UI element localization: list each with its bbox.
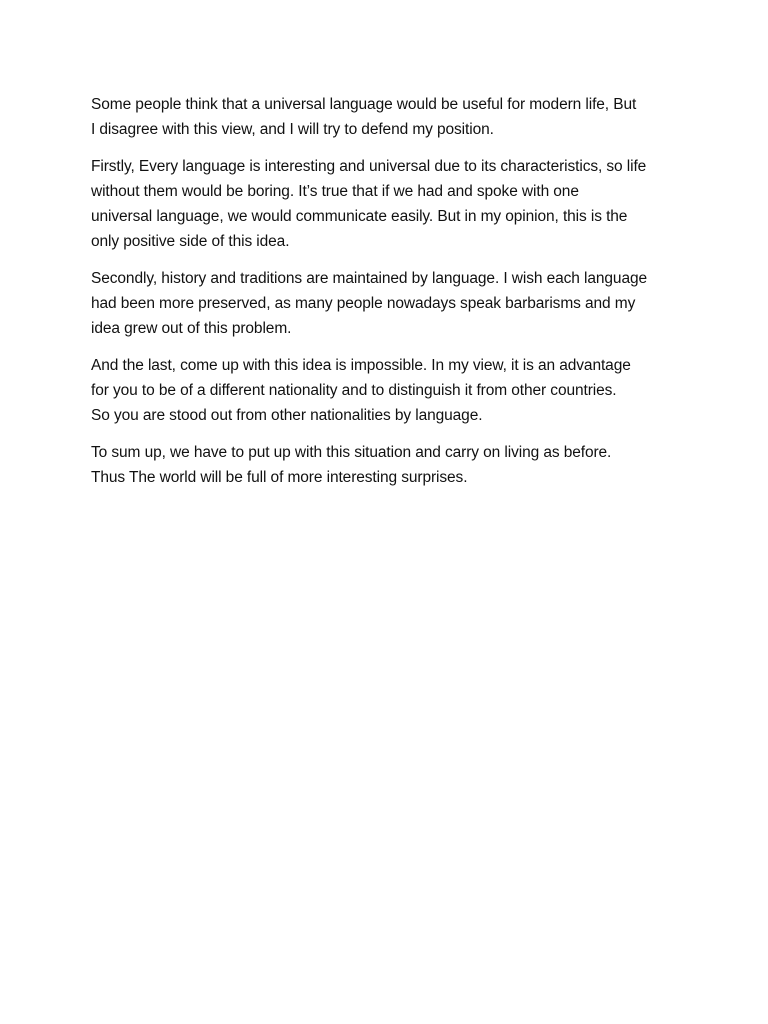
paragraph-line: had been more preserved, as many people nowadays speak barbarisms and my bbox=[91, 295, 636, 312]
paragraph-lastly bbox=[91, 353, 681, 428]
paragraph-line: idea grew out of this problem. bbox=[91, 320, 292, 337]
paragraph-line: for you to be of a different nationality and to distinguish it from other countries. bbox=[91, 382, 617, 399]
paragraph-line: To sum up, we have to put up with this situation and carry on living as before. bbox=[91, 444, 612, 461]
essay-body bbox=[91, 92, 681, 502]
paragraph-secondly bbox=[91, 266, 681, 341]
paragraph-line: Secondly, history and traditions are maintained by language. I wish each language bbox=[91, 270, 648, 287]
paragraph-line: without them would be boring. It’s true that if we had and spoke with one bbox=[91, 183, 579, 200]
paragraph-line: Firstly, Every language is interesting and universal due to its characteristics, so life bbox=[91, 158, 647, 175]
paragraph-conclusion bbox=[91, 440, 681, 490]
paragraph-line: And the last, come up with this idea is impossible. In my view, it is an advantage bbox=[91, 357, 631, 374]
paragraph-line: only positive side of this idea. bbox=[91, 233, 290, 250]
paragraph-line: Thus The world will be full of more interesting surprises. bbox=[91, 469, 468, 486]
paragraph-intro bbox=[91, 92, 681, 142]
paragraph-firstly bbox=[91, 154, 681, 254]
paragraph-line: universal language, we would communicate easily. But in my opinion, this is the bbox=[91, 208, 628, 225]
paragraph-line: Some people think that a universal language would be useful for modern life, But bbox=[91, 96, 637, 113]
paragraph-line: I disagree with this view, and I will try to defend my position. bbox=[91, 121, 494, 138]
paragraph-line: So you are stood out from other nationalities by language. bbox=[91, 407, 483, 424]
